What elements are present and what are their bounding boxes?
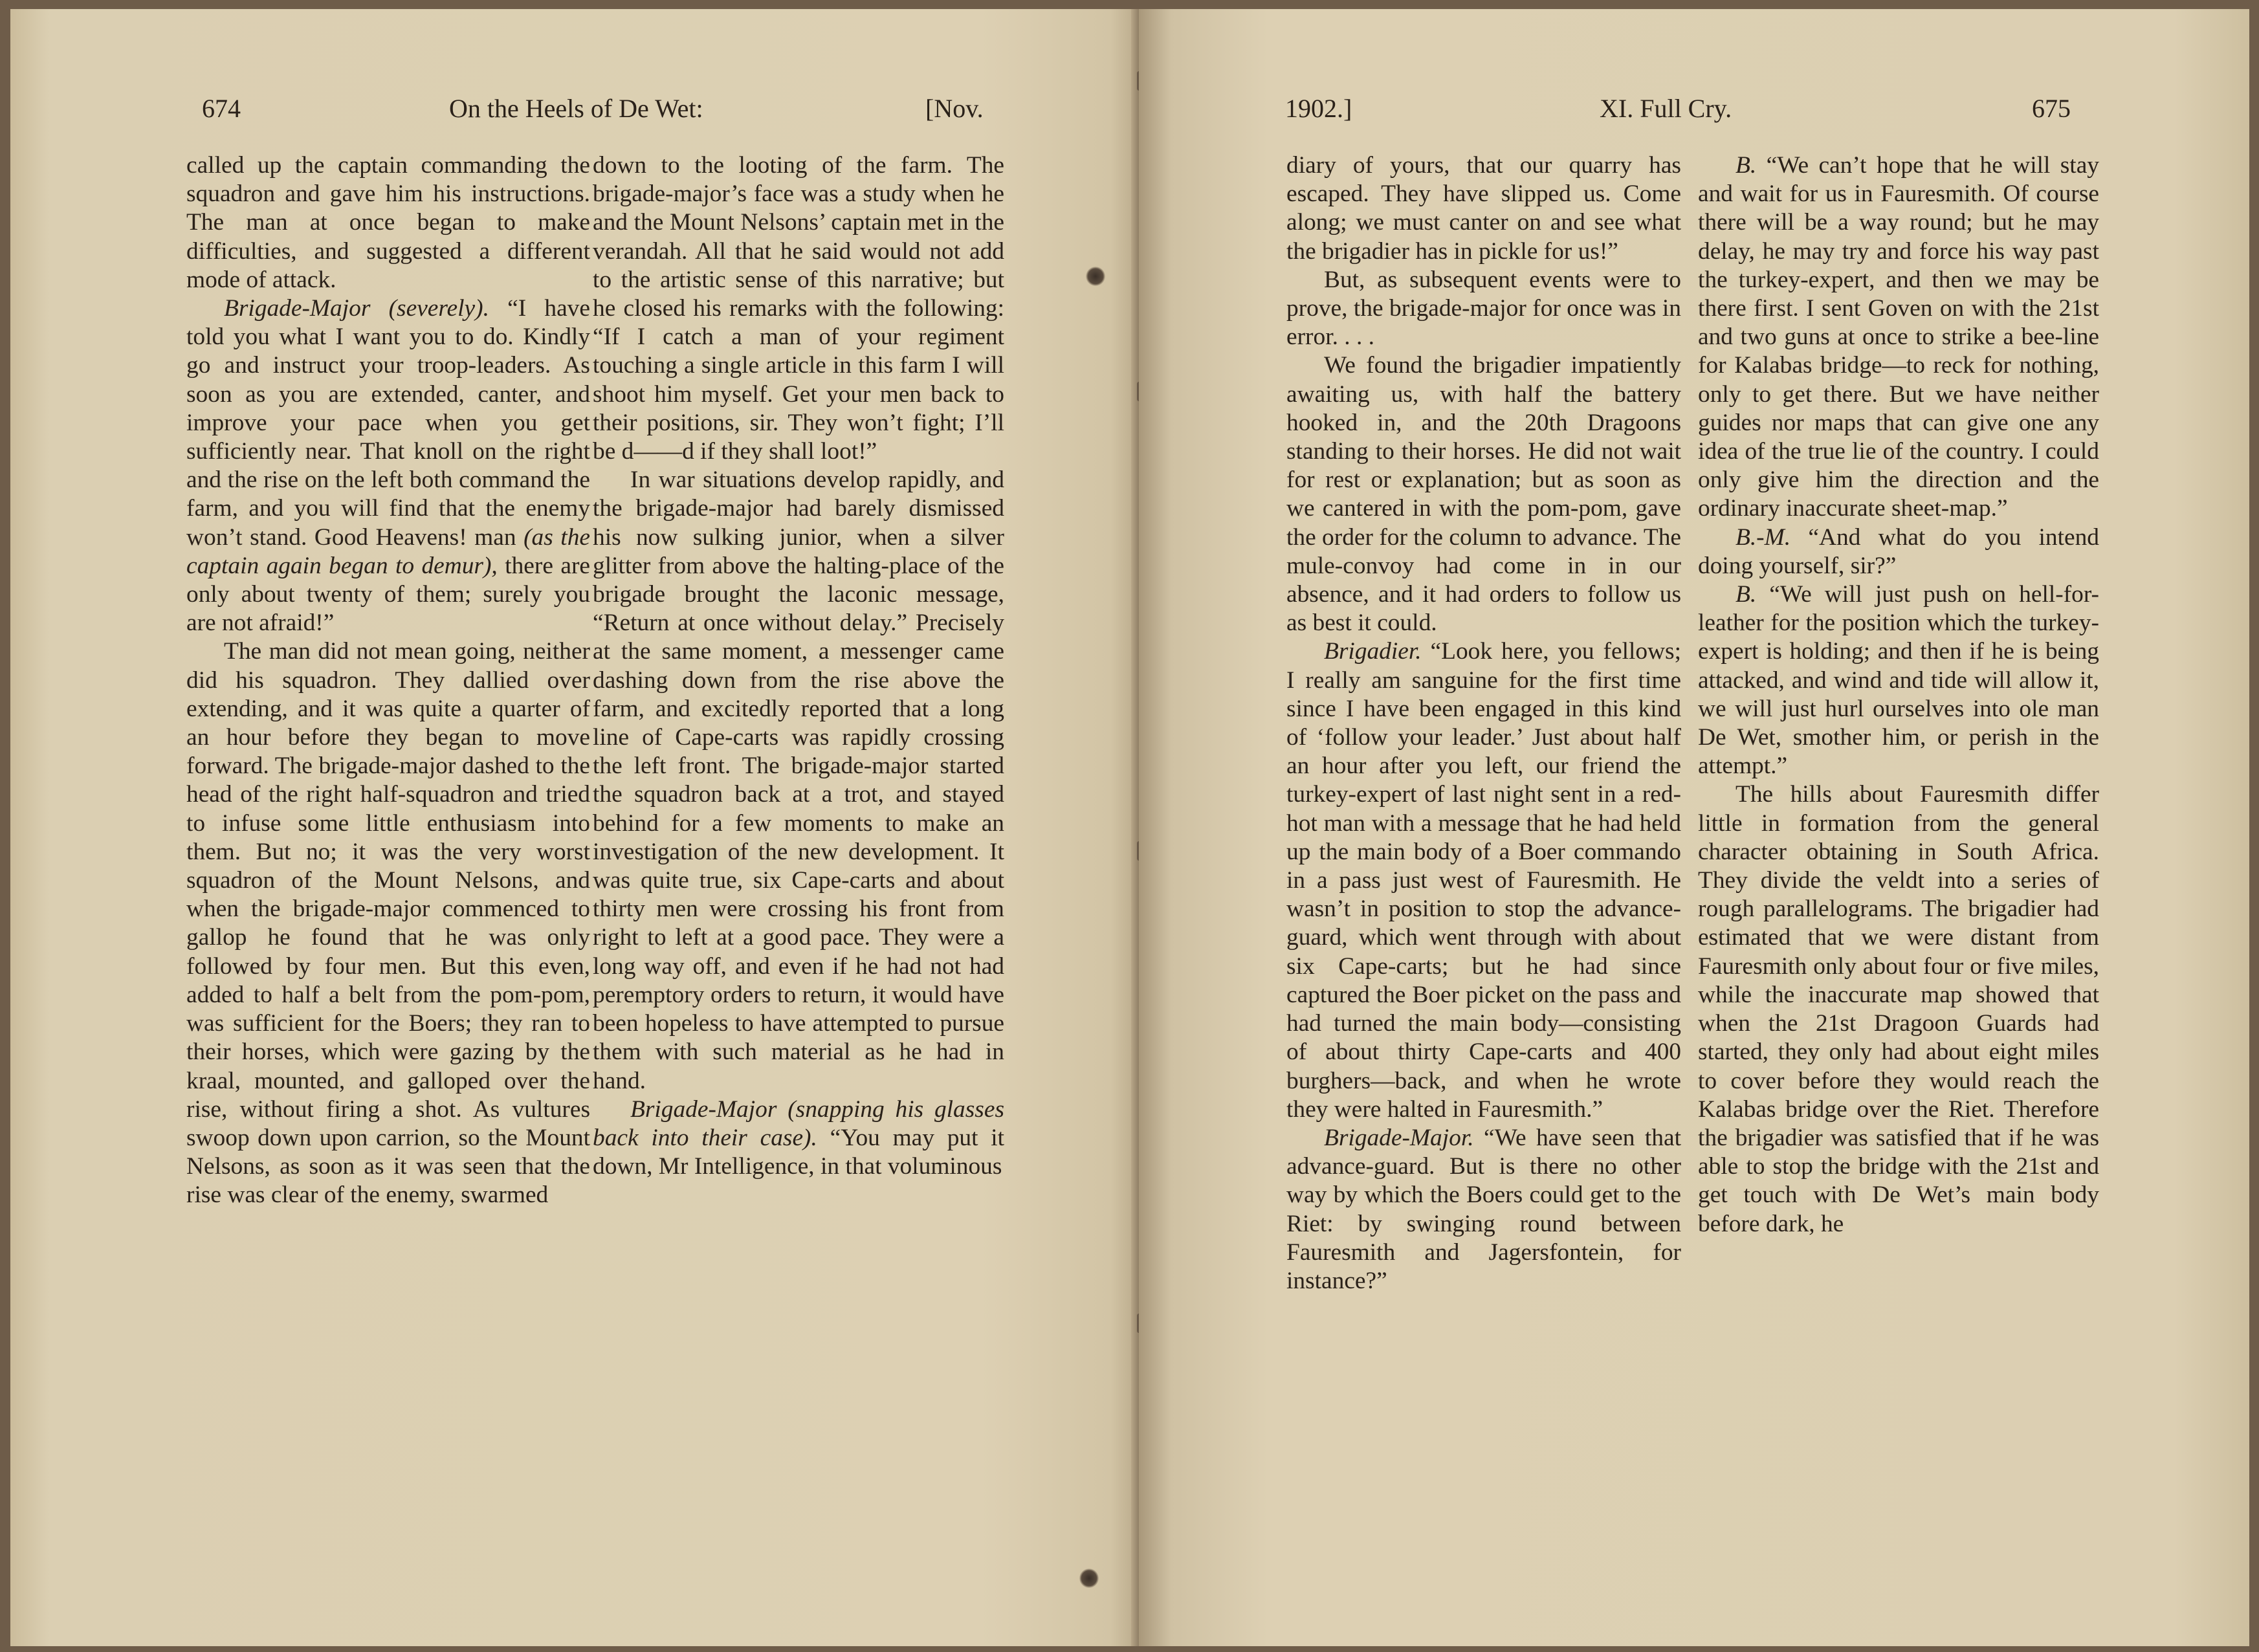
right-running-date: 1902.] (1285, 94, 1352, 123)
left-running-title: On the Heels of De Wet: (449, 94, 703, 123)
left-column-1 (186, 151, 590, 1210)
right-column-2 (1698, 151, 2099, 1239)
left-page-number: 674 (202, 94, 241, 123)
dialogue: “Look here, you fellows; I really am sanguine for the first time since I have been engaged in this kind of ‘follow your leader.’ Just about half an hour after you left, our friend the turkey-expert of last night sent in a red-hot man with a message that he had held up the main body of a Boer commando in a pass just west of Fauresmith. He wasn’t in position to stop the advance-guard, which went through with about six Cape-carts; but he had since captured the Boer picket on the pass and had turned the main body—consisting of about thirty Cape-carts and 400 burghers—back, and when he wrote they were halted in Fauresmith.” (1286, 638, 1681, 1123)
speaker: Brigade-Major. (1324, 1124, 1474, 1151)
paragraph: We found the brigadier impatiently awaiting us, with half the battery hooked in, and the 20th Dragoons standing to their horses. He did not wait for rest or explanation; but as soon as we cantered in with the pom-pom, gave the order for the column to advance. The mule-convoy had come in in our absence, and it had orders to follow us as best it could. (1286, 352, 1681, 637)
speaker: Brigade-Major (224, 295, 371, 322)
paragraph (1698, 523, 2099, 580)
paragraph (1698, 580, 2099, 780)
speaker: B.-M. (1736, 523, 1791, 551)
binding-hole (1079, 1569, 1099, 1588)
stage-direction: (snapping his glasses back into their case). (593, 1096, 1004, 1151)
paragraph: The man did not mean going, neither did his squadron. They dallied over extending, and it was quite a quarter of an hour before they began to move forward. The brigade-major dashed to the head of the right half-squadron and tried to infuse some little enthusiasm into them. But no; it was the very worst squadron of the Mount Nelsons, and when the brigade-major commenced to gallop he found that he was only followed by four men. But this even, added to half a belt from the pom-pom, was sufficient for the Boers; they ran to their horses, which were gazing by the kraal, mounted, and galloped over the rise, without firing a shot. As vultures swoop down upon carrion, so the Mount Nelsons, as soon as it was seen that the rise was clear of the enemy, swarmed (186, 638, 590, 1209)
speaker: B. (1736, 581, 1757, 608)
dialogue: “You may put it down, Mr Intelligence, in that voluminous (593, 1124, 1004, 1180)
dialogue: “I have told you what I want you to do. Kindly go and instruct your troop-leaders. As soon as you are extended, canter, and improve your pace when you get sufficiently near. That knoll on the right and the rise on the left both command the farm, and you will find that the enemy won’t stand. Good Heavens! man (186, 295, 590, 551)
speaker: B. (1736, 152, 1757, 179)
paragraph: diary of yours, that our quarry has escaped. They have slipped us. Come along; we must canter on and see what the brigadier has in pickle for us!” (1286, 152, 1681, 265)
paragraph: But, as subsequent events were to prove, the brigade-major for once was in error. . . . (1286, 266, 1681, 351)
stage-direction: (as the captain again began to demur), (186, 523, 590, 579)
dialogue: “We have seen that advance-guard. But is there no other way by which the Boers could get to the Riet: by swinging round between Fauresmith and Jagersfontein, for instance?” (1286, 1124, 1681, 1294)
dialogue: “And what do you intend doing yourself, sir?” (1698, 523, 2099, 579)
speaker: Brigadier. (1324, 638, 1422, 665)
stage-direction: (severely). (388, 295, 489, 322)
dialogue: there are only about twenty of them; surely you are not afraid!” (186, 552, 591, 637)
right-running-title: XI. Full Cry. (1600, 94, 1732, 123)
paragraph (1286, 637, 1681, 1123)
speaker: Brigade-Major (630, 1096, 777, 1123)
right-column-1 (1286, 151, 1681, 1295)
dialogue: “We can’t hope that he will stay and wait for us in Fauresmith. Of course there will be a way round; but he may delay, he may try and force his way past the turkey-expert, and then we may be there first. I sent Goven on with the 21st and two guns at once to strike a bee-line for Kalabas bridge—to reck for nothing, only to get there. But we have neither guides nor maps that can give one any idea of the true lie of the country. I could only give him the direction and the ordinary inaccurate sheet-map.” (1698, 152, 2099, 522)
left-page (10, 9, 1139, 1646)
paragraph (1286, 1124, 1681, 1295)
dialogue: “We will just push on hell-for-leather for the position which the turkey-expert is holding; and then if he is being attacked, and wind and tide will allow it, we will just hurl ourselves into ole man De Wet, smother him, or perish in the attempt.” (1698, 581, 2099, 780)
paragraph: In war situations develop rapidly, and the brigade-major had barely dismissed his now sulking junior, when a silver glitter from above the halting-place of the brigade brought the laconic message, “Return at once without delay.” Precisely at the same moment, a messenger came dashing down from the rise above the farm, and excitedly reported that a long line of Cape-carts was rapidly crossing the left front. The brigade-major started the squadron back at a trot, and stayed behind for a few moments to make an investigation of the new development. It was quite true, six Cape-carts and about thirty men were crossing his front from right to left at a good pace. They were a long way off, and even if he had not had peremptory orders to return, it would have been hopeless to have attempted to pursue them with such material as he had in hand. (593, 467, 1004, 1094)
paragraph (593, 1096, 1004, 1182)
paragraph: called up the captain commanding the squadron and gave him his instructions. The man at once began to make difficulties, and suggested a different mode of attack. (186, 152, 590, 293)
binding-hole (1086, 267, 1105, 286)
paragraph (186, 294, 590, 637)
right-page (1139, 9, 2249, 1646)
left-column-2 (593, 151, 1004, 1181)
paragraph: down to the looting of the farm. The brigade-major’s face was a study when he and the Mount Nelsons’ captain met in the verandah. All that he said would not add to the artistic sense of this narrative; but he closed his remarks with the following: “If I catch a man of your regiment touching a single article in this farm I will shoot him myself. Get your men back to their positions, sir. They won’t fight; I’ll be d——d if they shall loot!” (593, 152, 1004, 465)
paragraph (1698, 151, 2099, 523)
right-page-number: 675 (2032, 94, 2071, 123)
left-running-date: [Nov. (925, 94, 984, 123)
paragraph: The hills about Fauresmith differ little in formation from the general character obtaining in South Africa. They divide the veldt into a series of rough parallelograms. The brigadier had estimated that we were distant from Fauresmith only about four or five miles, while the inaccurate map showed that when the 21st Dragoon Guards had started, they only had about eight miles to cover before they would reach the Kalabas bridge over the Riet. Therefore the brigadier was satisfied that if he was able to stop the bridge with the 21st and get touch with De Wet’s main body before dark, he (1698, 781, 2099, 1237)
